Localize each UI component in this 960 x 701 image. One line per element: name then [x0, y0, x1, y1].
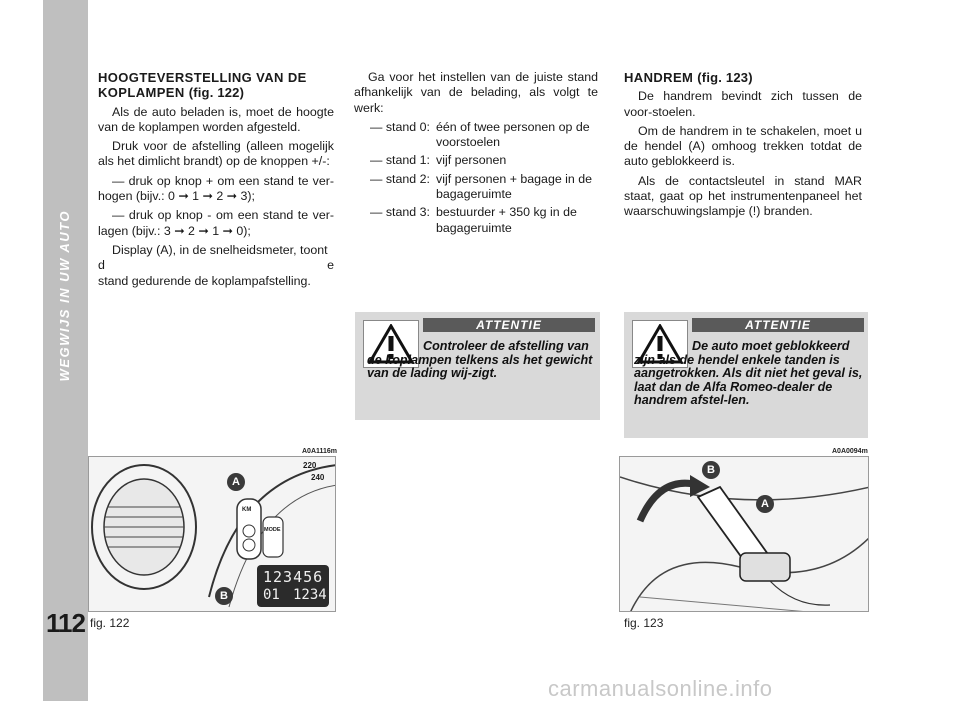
figure-caption: fig. 122	[90, 616, 130, 630]
paragraph: Om de handrem in te schakelen, moet u de hendel (A) omhoog trekken totdat de auto geblokkeerd is.	[624, 123, 862, 169]
warning-box-headlights	[355, 312, 600, 420]
figure-code: A0A0094m	[832, 448, 868, 455]
paragraph: stand gedurende de koplampafstelling.	[98, 273, 311, 288]
figure-123-image	[619, 456, 869, 612]
list-label: — stand 3:	[370, 205, 430, 220]
column-headlight-levelling	[98, 70, 334, 293]
sidebar	[43, 0, 88, 701]
warning-text: De auto moet geblokkeerd zijn als de hendel enkele tanden is aangetrokken. Als dit niet het geval is, laat dan de Alfa Romeo-dealer de handrem afstel-len.	[634, 339, 863, 407]
paragraph: De handrem bevindt zich tussen de voor-stoelen.	[624, 89, 862, 119]
speed-220-label: 220	[303, 461, 317, 470]
list-text: bestuurder + 350 kg in de bagageruimte	[436, 205, 577, 235]
paragraph: Display (A), in de snelheidsmeter, toont	[112, 242, 328, 257]
paragraph: Druk voor de afstelling (alleen mogelijk als het dimlicht brandt) op de knoppen +/-:	[98, 139, 334, 169]
paragraph: — druk op knop - om een stand te ver-lagen (bijv.: 3 ➞ 2 ➞ 1 ➞ 0);	[98, 208, 334, 238]
paragraph-gap-line	[98, 258, 334, 273]
paragraph: — druk op knop + om een stand te ver-hogen (bijv.: 0 ➞ 1 ➞ 2 ➞ 3);	[98, 173, 334, 204]
trip-left-readout: 01	[263, 587, 280, 603]
trip-right-readout: 1234	[293, 587, 327, 603]
heading-line2: KOPLAMPEN	[98, 85, 185, 101]
column-levelling-positions	[354, 70, 598, 239]
list-text: vijf personen + bagage in de bagageruimte	[436, 171, 593, 202]
figure-caption: fig. 123	[624, 616, 664, 630]
list-text: één of twee personen op de voorstoelen	[436, 119, 590, 150]
gap-right: e	[327, 258, 334, 273]
page-number: 112	[46, 608, 85, 638]
watermark: carmanualsonline.info	[548, 676, 773, 701]
marker-b: B	[702, 461, 720, 479]
paragraph: Als de auto beladen is, moet de hoogte van de koplampen worden afgesteld.	[98, 104, 334, 134]
column-handbrake	[624, 70, 862, 224]
attention-label: ATTENTIE	[692, 318, 864, 332]
mode-button-label: MODE	[264, 527, 281, 533]
heading-main: HOOGTEVERSTELLING VAN DE	[98, 70, 307, 85]
section-heading	[624, 70, 862, 85]
heading-ref: (fig. 122)	[188, 85, 245, 101]
heading-ref: (fig. 123)	[697, 70, 753, 85]
figure-code: A0A1116m	[302, 448, 338, 455]
warning-box-handbrake	[624, 312, 868, 438]
gap-left: d	[98, 258, 105, 273]
section-heading	[98, 70, 334, 101]
km-button-label: KM	[242, 507, 252, 513]
speed-240-label: 240	[311, 473, 325, 482]
list-label: — stand 2:	[370, 171, 430, 186]
figure-122-image	[88, 456, 336, 612]
list-item	[354, 120, 598, 151]
list-label: — stand 0:	[370, 119, 430, 134]
attention-label: ATTENTIE	[423, 318, 595, 332]
heading-main: HANDREM	[624, 70, 694, 85]
paragraph: Ga voor het instellen van de juiste stand afhankelijk van de belading, als volgt te werk:	[354, 70, 598, 115]
list-item	[354, 153, 598, 168]
section-title-text: WEGWIJS IN UW AUTO	[57, 210, 72, 382]
marker-b: B	[215, 587, 233, 605]
list-item	[354, 205, 598, 236]
paragraph: Als de contactsleutel in stand MAR staat, gaat op het instrumentenpaneel het waarschuwingslampje (!) branden.	[624, 173, 862, 219]
marker-a: A	[227, 473, 245, 491]
odometer-readout: 123456	[263, 568, 324, 586]
marker-a: A	[756, 495, 774, 513]
warning-text: Controleer de afstelling van de koplampen telkens als het gewicht van de lading wij-zigt.	[367, 339, 593, 380]
list-text: vijf personen	[436, 153, 507, 168]
list-item	[354, 172, 598, 203]
handbrake-illustration	[620, 457, 869, 612]
list-label: — stand 1:	[370, 153, 430, 168]
